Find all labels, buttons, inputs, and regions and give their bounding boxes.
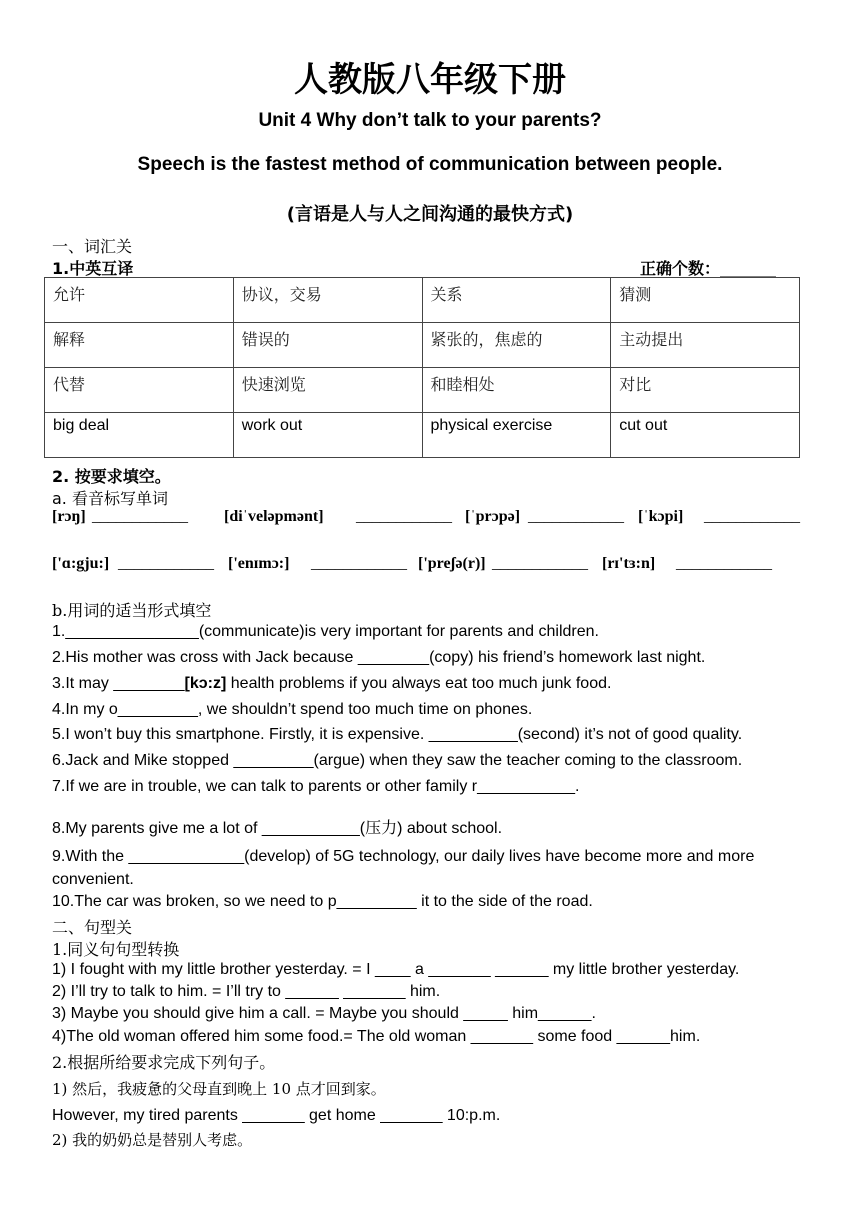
transform-sentence: 3) Maybe you should give him a call. = Maybe you should _____ him______. — [52, 1005, 596, 1022]
fill-sentence: 5.I won’t buy this smartphone. Firstly, it is expensive. __________(second) it’s not of good quality. — [52, 726, 743, 743]
phonetic-symbol: [ˈprɔpə] — [465, 508, 521, 525]
phonetic-symbol: ['enɪmɔ:] — [228, 555, 290, 572]
vocab-cell: physical exercise — [422, 413, 611, 458]
unit-title: Unit 4 Why don’t talk to your parents? — [258, 110, 602, 131]
vocab-cell: 对比 — [611, 368, 800, 413]
fill-sentence: 6.Jack and Mike stopped _________(argue) when they saw the teacher coming to the classroom. — [52, 752, 743, 769]
question-english: However, my tired parents _______ get home _______ 10:p.m. — [52, 1107, 501, 1124]
transform-sentence: 4)The old woman offered him some food.= The old woman _______ some food ______him. — [52, 1028, 701, 1045]
phonetic-symbol: ['ɑ:gju:] — [52, 555, 110, 572]
section-heading-sentences: 二、句型关 — [52, 918, 133, 937]
vocab-cell: 猜测 — [611, 278, 800, 323]
vocab-cell: 快速浏览 — [233, 368, 422, 413]
phonetic-symbol: [rɔŋ] — [52, 508, 86, 525]
fill-sentence: 4.In my o_________, we shouldn’t spend too much time on phones. — [52, 701, 533, 718]
fill-sentence: 10.The car was broken, so we need to p_________ it to the side of the road. — [52, 893, 593, 910]
answer-blank: ____________ — [528, 508, 624, 525]
question-chinese: 1) 然后，我疲惫的父母直到晚上 10 点才回到家。 — [52, 1080, 386, 1098]
phonetic-symbol: ['preʃə(r)] — [418, 555, 486, 572]
fill-sentence-start: 3.It may ________ — [52, 675, 185, 692]
part-label-translation: 1.中英互译 — [52, 259, 134, 278]
fill-sentence: 9.With the _____________(develop) of 5G technology, our daily lives have become more and more — [52, 848, 755, 865]
phonetic-symbol: [rɪ'tɜ:n] — [602, 555, 656, 572]
fill-sentence: 2.His mother was cross with Jack because ________(copy) his friend’s homework last night. — [52, 649, 706, 666]
fill-sentence-continued: convenient. — [52, 871, 134, 888]
fill-sentence: 8.My parents give me a lot of ___________(压力) about school. — [52, 820, 503, 837]
vocab-cell: big deal — [45, 413, 234, 458]
part-label-fill: 2. 按要求填空。 — [52, 467, 171, 486]
fill-sentence — [52, 675, 611, 693]
phonetic-symbol: [diˈveləpmənt] — [224, 508, 324, 525]
phonetic-hint: [kɔ:z] — [184, 675, 227, 692]
question-chinese: 2) 我的奶奶总是替别人考虑。 — [52, 1131, 253, 1149]
vocab-row — [45, 278, 800, 323]
quote-translation: (言语是人与人之间沟通的最快方式) — [286, 204, 574, 225]
vocab-cell: 解释 — [45, 323, 234, 368]
part-label-transform: 1.同义句句型转换 — [52, 940, 180, 959]
fill-sentence: 7.If we are in trouble, we can talk to parents or other family r___________. — [52, 778, 580, 795]
part-label-phonetics: a. 看音标写单词 — [52, 489, 168, 508]
phonetic-symbol: [ˈkɔpi] — [638, 508, 684, 525]
answer-blank: ____________ — [356, 508, 452, 525]
vocab-row — [45, 323, 800, 368]
answer-blank: ____________ — [92, 508, 188, 525]
vocab-row — [45, 413, 800, 458]
answer-blank: ____________ — [676, 555, 772, 572]
vocab-cell: 和睦相处 — [422, 368, 611, 413]
part-label-word-forms: b.用词的适当形式填空 — [52, 601, 212, 620]
vocab-cell: 代替 — [45, 368, 234, 413]
answer-blank: ____________ — [704, 508, 800, 525]
vocab-cell: 协议，交易 — [233, 278, 422, 323]
vocab-table — [44, 277, 800, 458]
answer-blank: ____________ — [311, 555, 407, 572]
transform-sentence: 2) I’ll try to talk to him. = I’ll try to ______ _______ him. — [52, 983, 441, 1000]
fill-sentence: 1._______________(communicate)is very important for parents and children. — [52, 623, 599, 640]
transform-sentence: 1) I fought with my little brother yesterday. = I ____ a _______ ______ my little brother yesterday. — [52, 961, 740, 978]
vocab-cell: 紧张的，焦虑的 — [422, 323, 611, 368]
correct-count-label: 正确个数：_______ — [640, 259, 777, 278]
vocab-cell: 关系 — [422, 278, 611, 323]
vocab-cell: 允许 — [45, 278, 234, 323]
answer-blank: ____________ — [492, 555, 588, 572]
section-heading-vocab: 一、词汇关 — [52, 237, 133, 256]
part-label-complete: 2.根据所给要求完成下列句子。 — [52, 1053, 276, 1072]
vocab-cell: 错误的 — [233, 323, 422, 368]
vocab-cell: work out — [233, 413, 422, 458]
answer-blank: ____________ — [118, 555, 214, 572]
fill-sentence-end: health problems if you always eat too much junk food. — [226, 675, 612, 692]
quote: Speech is the fastest method of communication between people. — [137, 154, 723, 175]
vocab-row — [45, 368, 800, 413]
page-title: 人教版八年级下册 — [294, 60, 566, 100]
vocab-cell: 主动提出 — [611, 323, 800, 368]
vocab-cell: cut out — [611, 413, 800, 458]
